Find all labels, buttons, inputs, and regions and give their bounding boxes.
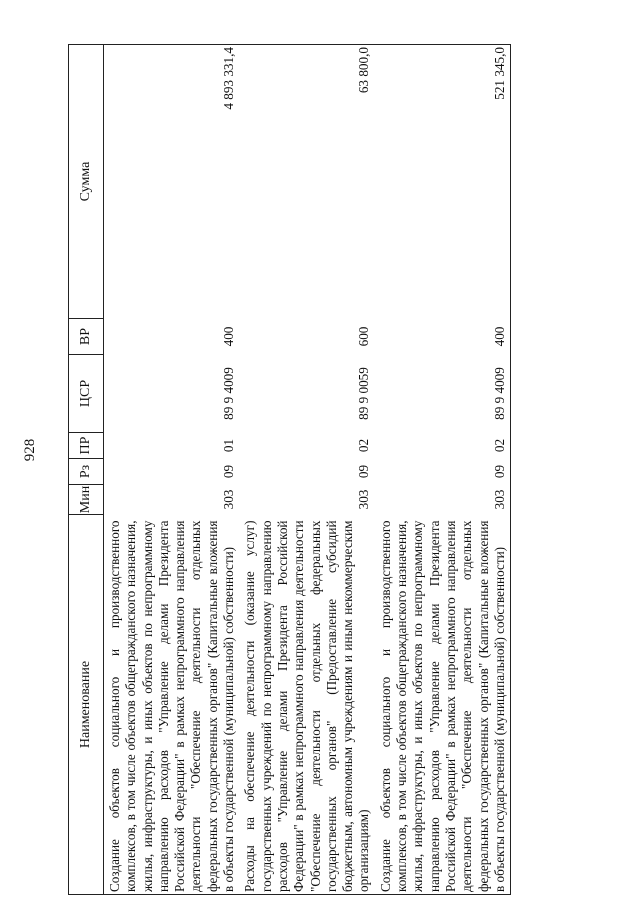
row-rz: 09 [221,464,237,479]
row-rz: 09 [375,459,511,485]
table-row [375,45,511,895]
column-header-name: Наименование [69,515,104,895]
row-vr: 400 [375,319,511,355]
row-name: Создание объектов социального и производственного комплексов, в том числе объектов общегражданского назначения, жилья, инфраструктуры, и иных объектов по непрограммному направлению расходов "Управление делами Президента Российской Федерации" в рамках непрограммного направления деятельности "Обеспечение деятельности отдельных федеральных государственных органов" (Капитальные вложения в объекты государственной (муниципальной) собственности) [104,515,240,895]
column-header-sum: Сумма [69,45,104,319]
row-vr: 600 [356,326,372,347]
row-sum: 521 345,0 [375,45,511,319]
column-header-vr: ВР [69,319,104,355]
table-header-row [69,45,104,895]
row-min: 303 [356,489,372,510]
column-header-min: Мин [69,485,104,515]
row-sum: 63 800,0 [239,45,374,319]
row-min: 303 [221,489,237,510]
column-header-rz: Рз [69,459,104,485]
row-csr: 89 9 0059 [356,367,372,420]
row-name: Расходы на обеспечение деятельности (оказание услуг) государственных учреждений по непрограммному направлению расходов "Управление делами Президента Российской Федерации" в рамках непрограммного направления деятельности "Обеспечение деятельности отдельных федеральных государственных органов" (Предоставление субсидий бюджетным, автономным учреждениям и иным некоммерческим организациям) [239,515,374,895]
page-number: 928 [22,438,38,462]
table-row [239,45,374,895]
row-pr: 02 [356,438,372,453]
row-csr: 89 9 4009 [221,367,237,420]
page-number-wrap [22,420,42,480]
row-csr: 89 9 4009 [375,355,511,433]
row-pr: 02 [375,433,511,459]
table-row [104,45,240,895]
budget-table [68,44,511,895]
row-min: 303 [375,485,511,515]
budget-sheet [68,45,603,895]
row-vr: 400 [221,326,237,347]
row-name: Создание объектов социального и производственного комплексов, в том числе объектов общегражданского назначения, жилья, инфраструктуры, и иных объектов по непрограммному направлению расходов "Управление делами Президента Российской Федерации" в рамках непрограммного направления деятельности "Обеспечение деятельности отдельных федеральных государственных органов" (Капитальные вложения в объекты государственной (муниципальной) собственности) [375,515,511,895]
row-pr: 01 [221,438,237,453]
row-rz: 09 [356,464,372,479]
column-header-csr: ЦСР [69,355,104,433]
column-header-pr: ПР [69,433,104,459]
row-sum: 4 893 331,4 [104,45,240,319]
